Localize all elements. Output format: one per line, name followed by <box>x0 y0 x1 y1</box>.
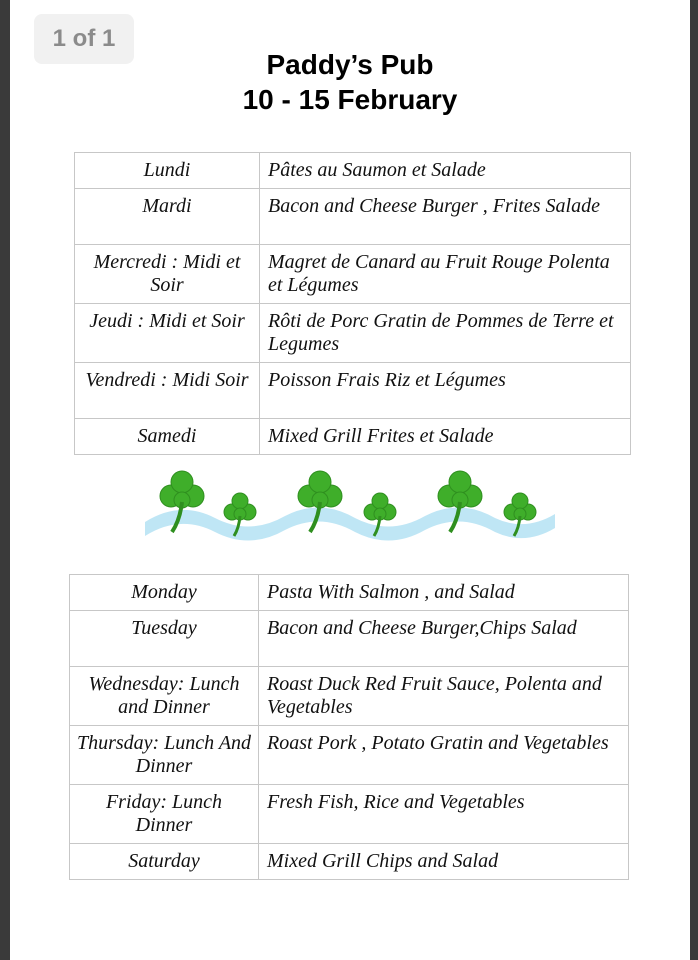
dish-cell: Bacon and Cheese Burger , Frites Salade <box>260 189 631 245</box>
table-row <box>75 153 631 189</box>
shamrock-border-icon <box>140 462 560 550</box>
table-row <box>70 575 629 611</box>
pub-title: Paddy’s Pub <box>266 49 434 80</box>
table-row <box>75 363 631 419</box>
table-row <box>75 189 631 245</box>
dish-cell: Pâtes au Saumon et Salade <box>260 153 631 189</box>
table-row <box>70 667 629 726</box>
table-row <box>75 304 631 363</box>
dish-cell: Mixed Grill Frites et Salade <box>260 419 631 455</box>
table-row <box>70 611 629 667</box>
table-row <box>70 726 629 785</box>
table-row <box>70 785 629 844</box>
dish-cell: Pasta With Salmon , and Salad <box>259 575 629 611</box>
day-cell: Mardi <box>75 189 260 245</box>
dish-cell: Roast Pork , Potato Gratin and Vegetables <box>259 726 629 785</box>
day-cell: Vendredi : Midi Soir <box>75 363 260 419</box>
table-row <box>70 844 629 880</box>
day-cell: Saturday <box>70 844 259 880</box>
dish-cell: Magret de Canard au Fruit Rouge Polenta et Légumes <box>260 245 631 304</box>
table-row <box>75 245 631 304</box>
dish-cell: Mixed Grill Chips and Salad <box>259 844 629 880</box>
dish-cell: Fresh Fish, Rice and Vegetables <box>259 785 629 844</box>
dish-cell: Bacon and Cheese Burger,Chips Salad <box>259 611 629 667</box>
day-cell: Wednesday: Lunch and Dinner <box>70 667 259 726</box>
day-cell: Friday: Lunch Dinner <box>70 785 259 844</box>
day-cell: Monday <box>70 575 259 611</box>
dish-cell: Poisson Frais Riz et Légumes <box>260 363 631 419</box>
dish-cell: Roast Duck Red Fruit Sauce, Polenta and Vegetables <box>259 667 629 726</box>
date-range: 10 - 15 February <box>242 84 458 115</box>
page-indicator: 1 of 1 <box>34 14 134 64</box>
day-cell: Tuesday <box>70 611 259 667</box>
day-cell: Thursday: Lunch And Dinner <box>70 726 259 785</box>
day-cell: Samedi <box>75 419 260 455</box>
day-cell: Mercredi : Midi et Soir <box>75 245 260 304</box>
menu-table-french <box>74 152 631 455</box>
day-cell: Jeudi : Midi et Soir <box>75 304 260 363</box>
day-cell: Lundi <box>75 153 260 189</box>
table-row <box>75 419 631 455</box>
water-wave <box>145 507 555 540</box>
dish-cell: Rôti de Porc Gratin de Pommes de Terre et Legumes <box>260 304 631 363</box>
menu-table-english <box>69 574 629 880</box>
